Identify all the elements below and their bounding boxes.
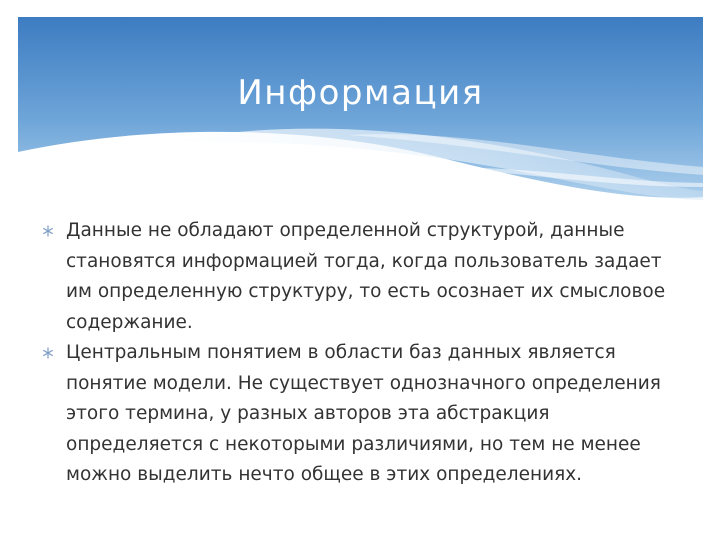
- title-banner: [18, 17, 703, 207]
- bullet-item-2: [42, 338, 682, 491]
- bullet-text-1: Данные не обладают определенной структурой, данные становятся информацией тогда, когда пользователь задает им определенную структуру, то есть осознает их смысловое содержание.: [66, 220, 666, 333]
- bullet-item-1: [42, 216, 682, 338]
- asterisk-icon: [42, 347, 54, 359]
- bullet-text-2: Центральным понятием в области баз данных является понятие модели. Не существует однозначного определения этого термина, у разных авторов эта абстракция определяется с некоторыми различиями, но тем не менее можно выделить нечто общее в этих определениях.: [66, 342, 661, 485]
- bullet-list: [42, 216, 682, 491]
- asterisk-icon: [42, 225, 54, 237]
- slide-title: Информация: [237, 73, 484, 113]
